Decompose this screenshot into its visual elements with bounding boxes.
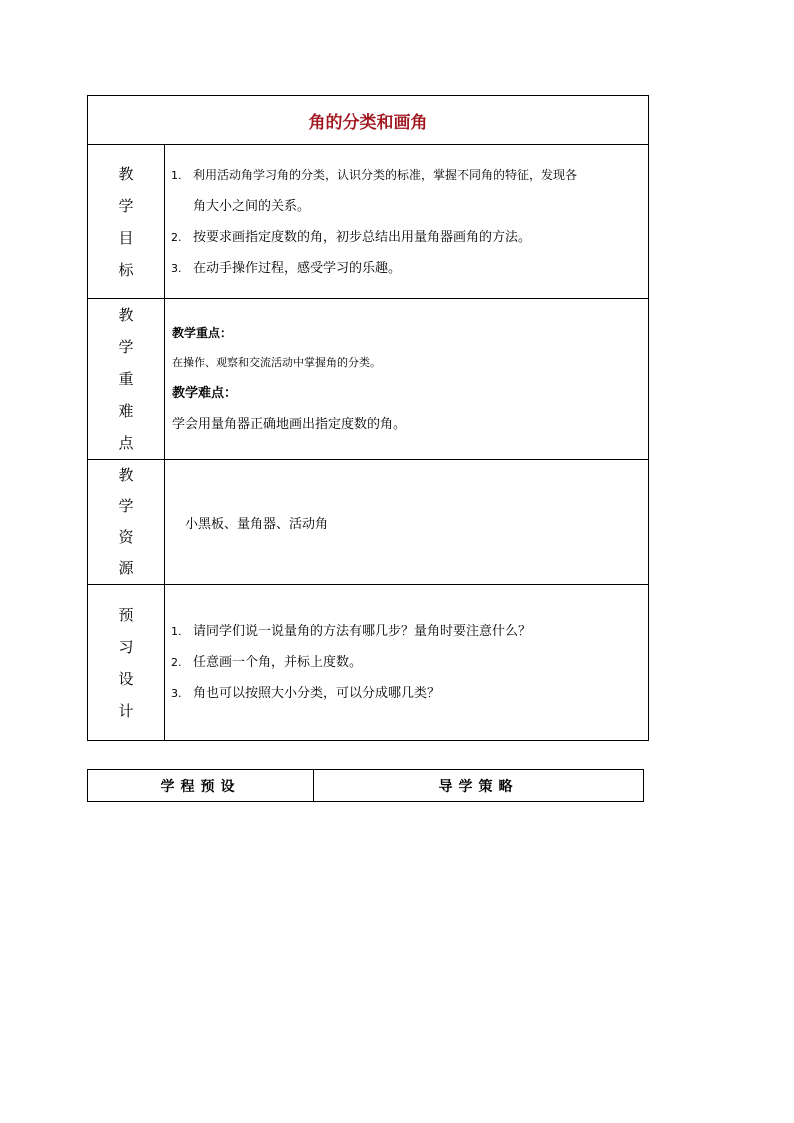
focus-heading: 教学重点： — [172, 326, 233, 340]
preview-number: 1. — [171, 625, 182, 638]
key-label-char: 点 — [118, 434, 134, 452]
resources-content — [165, 460, 649, 585]
process-header: 学程预设 — [88, 770, 314, 802]
preview-label-char: 设 — [118, 669, 134, 688]
preview-text: 请同学们说一说量角的方法有哪几步？量角时要注意什么？ — [193, 624, 532, 639]
goal-text: 按要求画指定度数的角，初步总结出用量角器画角的方法。 — [193, 229, 532, 245]
title-cell — [88, 96, 649, 145]
preview-number: 2. — [171, 656, 182, 669]
goal-item — [171, 160, 648, 222]
key-points-row — [88, 299, 649, 460]
resources-label-char: 教 — [118, 466, 134, 484]
preview-content — [165, 585, 649, 741]
strategy-header-table — [87, 769, 644, 802]
key-label-char: 学 — [118, 338, 134, 356]
goals-label-char: 标 — [118, 260, 134, 279]
key-label-char: 教 — [118, 306, 134, 324]
preview-text: 任意画一个角，并标上度数。 — [193, 655, 363, 670]
goal-text: 在动手操作过程，感受学习的乐趣。 — [193, 260, 402, 276]
focus-text: 在操作、观察和交流活动中掌握角的分类。 — [172, 356, 381, 369]
goals-label-char: 目 — [118, 228, 134, 247]
preview-row — [88, 585, 649, 741]
goal-text: 利用活动角学习角的分类，认识分类的标准，掌握不同角的特征，发现各 — [193, 167, 578, 182]
strategy-header: 导学策略 — [314, 770, 644, 802]
goal-item — [171, 222, 648, 253]
goal-item — [171, 253, 648, 284]
key-label-char: 重 — [118, 370, 134, 388]
goals-content — [165, 145, 649, 299]
resources-label-char: 学 — [118, 497, 134, 515]
preview-number: 3. — [171, 687, 182, 700]
resources-label — [88, 460, 165, 585]
key-label-char: 难 — [118, 402, 134, 420]
goal-number: 1. — [171, 168, 182, 182]
preview-item — [171, 678, 648, 709]
goals-label-char: 学 — [118, 196, 134, 215]
goals-label — [88, 145, 165, 299]
resources-label-char: 资 — [118, 528, 134, 546]
resources-label-char: 源 — [118, 559, 134, 577]
preview-label-char: 习 — [118, 637, 134, 656]
preview-label — [88, 585, 165, 741]
preview-item — [171, 647, 648, 678]
difficulty-heading: 教学难点： — [172, 386, 238, 401]
preview-label-char: 预 — [118, 605, 134, 624]
lesson-title: 角的分类和画角 — [308, 112, 428, 133]
goal-number: 3. — [171, 261, 182, 275]
key-points-content — [165, 299, 649, 460]
preview-item — [171, 616, 648, 647]
preview-label-char: 计 — [118, 701, 134, 720]
lesson-plan-table — [87, 95, 649, 741]
goal-number: 2. — [171, 230, 182, 244]
goal-text-continued: 角大小之间的关系。 — [193, 198, 311, 214]
goals-label-char: 教 — [118, 164, 134, 183]
resources-text: 小黑板、量角器、活动角 — [185, 516, 329, 532]
key-points-label — [88, 299, 165, 460]
difficulty-text: 学会用量角器正确地画出指定度数的角。 — [172, 417, 407, 432]
preview-text: 角也可以按照大小分类，可以分成哪几类？ — [193, 686, 441, 701]
resources-row — [88, 460, 649, 585]
goals-row — [88, 145, 649, 299]
